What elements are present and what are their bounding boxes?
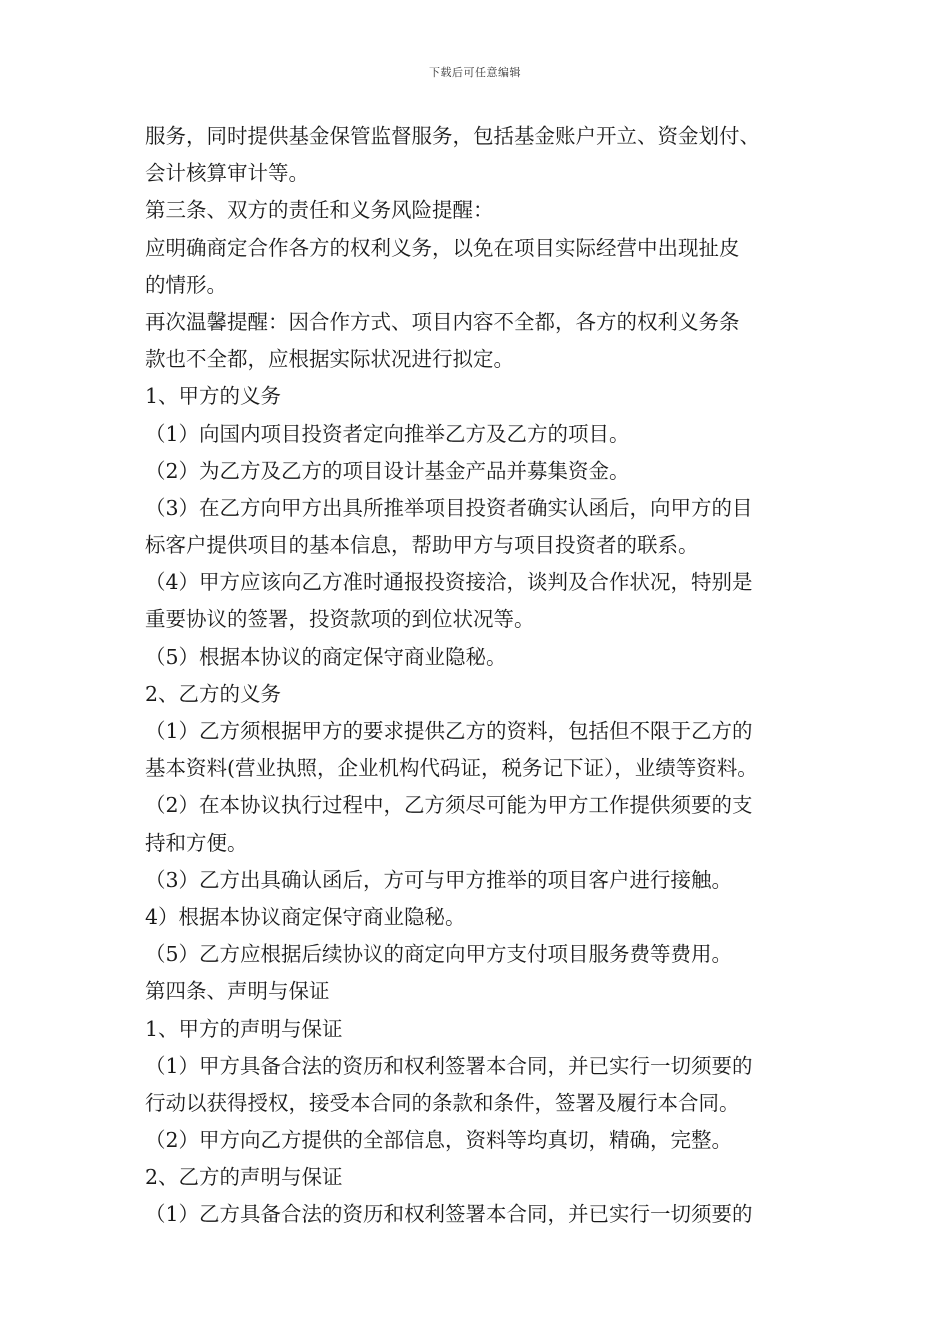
list-item: （3）在乙方向甲方出具所推举项目投资者确实认函后，向甲方的目 <box>145 495 753 520</box>
subsection-heading: 1、甲方的义务 <box>145 384 282 409</box>
list-item: （1）乙方须根据甲方的要求提供乙方的资料，包括但不限于乙方的 <box>145 719 753 743</box>
text-line: 基本资料(营业执照，企业机构代码证，税务记下证），业绩等资料。 <box>145 756 758 781</box>
subsection-heading: 2、乙方的义务 <box>145 681 282 706</box>
subsection-heading: 1、甲方的声明与保证 <box>145 1016 343 1041</box>
list-item: （4）甲方应该向乙方准时通报投资接洽，谈判及合作状况，特别是 <box>145 570 753 595</box>
list-item: （1）甲方具备合法的资历和权利签署本合同，并已实行一切须要的 <box>145 1053 753 1078</box>
list-item: （1）向国内项目投资者定向推举乙方及乙方的项目。 <box>145 421 630 446</box>
text-line: 服务，同时提供基金保管监督服务，包括基金账户开立、资金划付、 <box>145 124 760 148</box>
list-item: （3）乙方出具确认函后，方可与甲方推举的项目客户进行接触。 <box>145 867 733 892</box>
text-line: 会计核算审计等。 <box>145 161 309 186</box>
section-heading: 第三条、双方的责任和义务风险提醒： <box>145 198 494 223</box>
section-heading: 第四条、声明与保证 <box>145 979 330 1004</box>
page-header: 下载后可任意编辑 <box>429 66 521 79</box>
text-line: 款也不全都，应根据实际状况进行拟定。 <box>145 347 514 372</box>
text-line: 重要协议的签署，投资款项的到位状况等。 <box>145 607 535 632</box>
text-line: 标客户提供项目的基本信息，帮助甲方与项目投资者的联系。 <box>145 533 699 558</box>
text-line: 持和方便。 <box>145 830 248 855</box>
list-item: （2）在本协议执行过程中，乙方须尽可能为甲方工作提供须要的支 <box>145 793 753 818</box>
text-line: 再次温馨提醒：因合作方式、项目内容不全都，各方的权利义务条 <box>145 309 740 334</box>
subsection-heading: 2、乙方的声明与保证 <box>145 1165 343 1190</box>
text-line: 的情形。 <box>145 272 227 297</box>
list-item: （2）为乙方及乙方的项目设计基金产品并募集资金。 <box>145 458 630 483</box>
list-item: （5）乙方应根据后续协议的商定向甲方支付项目服务费等费用。 <box>145 942 733 967</box>
text-line: 行动以获得授权，接受本合同的条款和条件，签署及履行本合同。 <box>145 1090 740 1115</box>
list-item: （2）甲方向乙方提供的全部信息，资料等均真切，精确，完整。 <box>145 1128 733 1153</box>
list-item: （5）根据本协议的商定保守商业隐秘。 <box>145 644 507 669</box>
list-item: 4）根据本协议商定保守商业隐秘。 <box>145 904 466 929</box>
document-body <box>145 118 835 1234</box>
list-item: （1）乙方具备合法的资历和权利签署本合同，并已实行一切须要的 <box>145 1202 753 1227</box>
text-line: 应明确商定合作各方的权利义务，以免在项目实际经营中出现扯皮 <box>145 235 740 260</box>
